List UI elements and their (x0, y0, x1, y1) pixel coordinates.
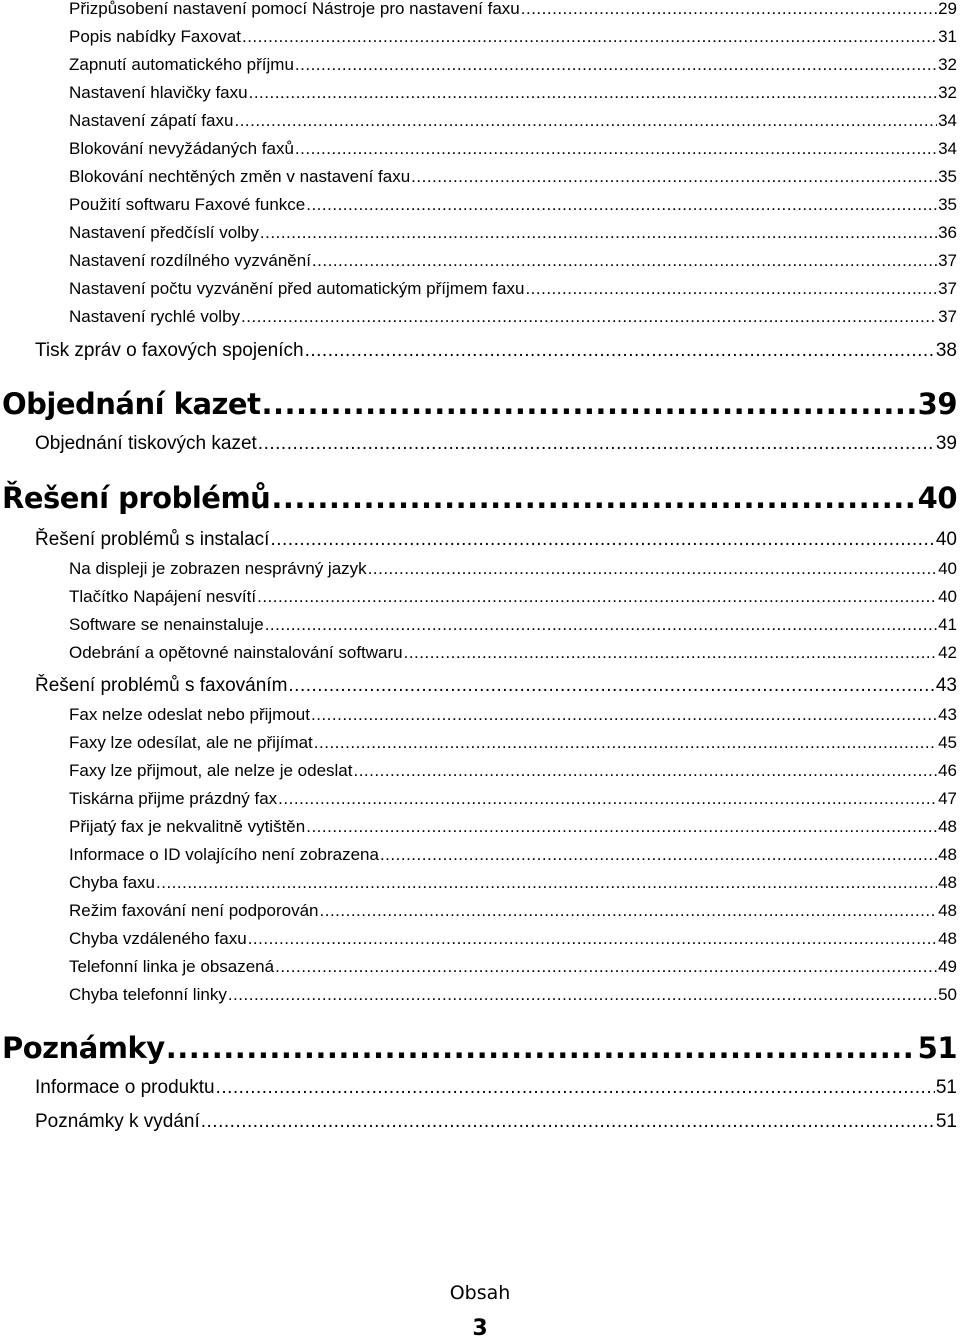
dot-leader (228, 986, 937, 1003)
toc-entry-title: Odebrání a opětovné nainstalování softwaru (69, 643, 403, 662)
dot-leader (305, 341, 935, 360)
toc-entry-page-number: 51 (935, 1111, 957, 1132)
dot-leader (241, 308, 937, 325)
dot-leader (270, 530, 934, 549)
toc-subsection[interactable] (69, 84, 957, 101)
dot-leader (278, 790, 937, 807)
dot-leader (411, 168, 937, 185)
toc-entry-page-number: 40 (938, 587, 957, 606)
toc-entry-page-number: 39 (917, 387, 957, 421)
toc-section[interactable] (35, 530, 957, 549)
toc-subsection[interactable] (69, 588, 957, 605)
toc-entry-title: Řešení problémů s instalací (35, 529, 270, 550)
dot-leader (404, 644, 937, 661)
toc-entry-page-number: 48 (938, 817, 957, 836)
toc-entry-page-number: 46 (938, 761, 957, 780)
dot-leader (271, 484, 916, 513)
toc-subsection[interactable] (69, 790, 957, 807)
toc-entry-page-number: 35 (938, 167, 957, 186)
toc-entry-page-number: 48 (938, 873, 957, 892)
toc-entry-title: Nastavení předčíslí volby (69, 223, 259, 242)
toc-entry-title: Poznámky (2, 1031, 165, 1065)
dot-leader (368, 560, 937, 577)
toc-entry-page-number: 40 (938, 559, 957, 578)
dot-leader (257, 588, 937, 605)
dot-leader (380, 846, 937, 863)
toc-entry-title: Nastavení rozdílného vyzvánění (69, 251, 311, 270)
toc-entry-page-number: 43 (938, 705, 957, 724)
dot-leader (320, 902, 938, 919)
dot-leader (353, 762, 937, 779)
toc-entry-title: Nastavení zápatí faxu (69, 111, 234, 130)
toc-entry-title: Nastavení počtu vyzvánění před automatickým příjmem faxu (69, 279, 525, 298)
toc-entry-page-number: 42 (938, 643, 957, 662)
toc-subsection[interactable] (69, 818, 957, 835)
toc-entry-title: Nastavení hlavičky faxu (69, 83, 248, 102)
toc-entry-title: Řešení problémů (2, 481, 271, 515)
toc-entry-title: Přijatý fax je nekvalitně vytištěn (69, 817, 306, 836)
dot-leader (249, 84, 937, 101)
footer-section-name: Obsah (449, 1282, 511, 1304)
toc-entry-title: Chyba telefonní linky (69, 985, 227, 1004)
toc-entry-page-number: 51 (917, 1031, 957, 1065)
toc-entry-title: Na displeji je zobrazen nesprávný jazyk (69, 559, 367, 578)
toc-entry-page-number: 45 (938, 733, 957, 752)
toc-subsection[interactable] (69, 930, 957, 947)
toc-entry-title: Chyba vzdáleného faxu (69, 929, 247, 948)
toc-entry-page-number: 40 (917, 481, 957, 515)
toc-entry-page-number: 34 (938, 111, 957, 130)
toc-subsection[interactable] (69, 762, 957, 779)
toc-entry-page-number: 40 (935, 529, 957, 550)
toc-entry-page-number: 41 (938, 615, 957, 634)
toc-subsection[interactable] (69, 874, 957, 891)
toc-entry-page-number: 37 (938, 279, 957, 298)
toc-entry-page-number: 49 (938, 957, 957, 976)
dot-leader (216, 1078, 935, 1097)
toc-entry-title: Chyba faxu (69, 873, 155, 892)
toc-entry-title: Zapnutí automatického příjmu (69, 55, 294, 74)
toc-section[interactable] (35, 1078, 957, 1097)
dot-leader (261, 390, 916, 419)
toc-subsection[interactable] (69, 986, 957, 1003)
toc-entry-title: Poznámky k vydání (35, 1111, 200, 1132)
toc-entry-title: Blokování nechtěných změn v nastavení faxu (69, 167, 411, 186)
toc-entry-title: Telefonní linka je obsazená (69, 957, 275, 976)
dot-leader (525, 280, 937, 297)
toc-entry-page-number: 32 (938, 83, 957, 102)
dot-leader (242, 28, 937, 45)
dot-leader (248, 930, 937, 947)
toc-subsection[interactable] (69, 902, 957, 919)
dot-leader (295, 56, 937, 73)
toc-section[interactable] (35, 1112, 957, 1131)
toc-chapter[interactable] (2, 481, 957, 515)
toc-entry-page-number: 36 (938, 223, 957, 242)
toc-entry-page-number: 39 (935, 433, 957, 454)
toc-entry-page-number: 48 (938, 929, 957, 948)
toc-subsection[interactable] (69, 616, 957, 633)
toc-entry-title: Použití softwaru Faxové funkce (69, 195, 306, 214)
toc-subsection[interactable] (69, 168, 957, 185)
toc-section[interactable] (35, 434, 957, 453)
toc-chapter[interactable] (2, 387, 957, 421)
toc-subsection[interactable] (69, 224, 957, 241)
toc-entry-title: Tlačítko Napájení nesvítí (69, 587, 257, 606)
dot-leader (201, 1112, 935, 1131)
toc-subsection[interactable] (69, 0, 957, 17)
toc-entry-title: Objednání tiskových kazet (35, 433, 257, 454)
dot-leader (312, 252, 937, 269)
toc-entry-page-number: 50 (938, 985, 957, 1004)
toc-subsection[interactable] (69, 734, 957, 751)
toc-section[interactable] (35, 341, 957, 360)
dot-leader (260, 224, 937, 241)
toc-subsection[interactable] (69, 846, 957, 863)
toc-entry-title: Software se nenainstaluje (69, 615, 264, 634)
toc-entry-title: Nastavení rychlé volby (69, 307, 241, 326)
toc-entry-title: Tiskárna přijme prázdný fax (69, 789, 278, 808)
toc-entry-page-number: 47 (938, 789, 957, 808)
toc-entry-page-number: 43 (935, 675, 957, 696)
dot-leader (288, 676, 934, 695)
toc-entry-title: Tisk zpráv o faxových spojeních (35, 340, 304, 361)
toc-subsection[interactable] (69, 252, 957, 269)
dot-leader (275, 958, 937, 975)
toc-entry-title: Popis nabídky Faxovat (69, 27, 241, 46)
dot-leader (521, 0, 937, 17)
toc-entry-page-number: 48 (938, 845, 957, 864)
toc-entry-title: Faxy lze odesílat, ale ne přijímat (69, 733, 313, 752)
toc-entry-title: Řešení problémů s faxováním (35, 675, 288, 696)
toc-subsection[interactable] (69, 28, 957, 45)
toc-entry-title: Informace o produktu (35, 1077, 215, 1098)
toc-entry-page-number: 37 (938, 251, 957, 270)
toc-subsection[interactable] (69, 706, 957, 723)
dot-leader (166, 1034, 917, 1063)
toc-entry-title: Blokování nevyžádaných faxů (69, 139, 294, 158)
toc-chapter[interactable] (2, 1031, 957, 1065)
toc-subsection[interactable] (69, 560, 957, 577)
toc-subsection[interactable] (69, 958, 957, 975)
toc-subsection[interactable] (69, 112, 957, 129)
toc-entry-page-number: 37 (938, 307, 957, 326)
dot-leader (295, 140, 937, 157)
toc-entry-title: Faxy lze přijmout, ale nelze je odeslat (69, 761, 353, 780)
dot-leader (265, 616, 937, 633)
toc-subsection[interactable] (69, 280, 957, 297)
toc-subsection[interactable] (69, 140, 957, 157)
toc-entry-title: Objednání kazet (2, 387, 261, 421)
toc-entry-title: Informace o ID volajícího není zobrazena (69, 845, 379, 864)
toc-entry-title: Režim faxování není podporován (69, 901, 319, 920)
dot-leader (311, 706, 937, 723)
toc-subsection[interactable] (69, 196, 957, 213)
toc-entry-page-number: 35 (938, 195, 957, 214)
toc-entry-title: Přizpůsobení nastavení pomocí Nástroje pro nastavení faxu (69, 0, 520, 18)
dot-leader (306, 196, 937, 213)
dot-leader (156, 874, 937, 891)
dot-leader (234, 112, 937, 129)
toc-entry-page-number: 51 (935, 1077, 957, 1098)
toc-entry-page-number: 34 (938, 139, 957, 158)
toc-entry-page-number: 38 (935, 340, 957, 361)
dot-leader (306, 818, 937, 835)
toc-entry-page-number: 48 (938, 901, 957, 920)
toc-subsection[interactable] (69, 644, 957, 661)
toc-subsection[interactable] (69, 56, 957, 73)
toc-section[interactable] (35, 676, 957, 695)
dot-leader (258, 434, 935, 453)
toc-entry-page-number: 32 (938, 55, 957, 74)
toc-entry-title: Fax nelze odeslat nebo přijmout (69, 705, 310, 724)
footer-page-number: 3 (472, 1316, 488, 1341)
toc-subsection[interactable] (69, 308, 957, 325)
dot-leader (314, 734, 937, 751)
toc-entry-page-number: 31 (938, 27, 957, 46)
toc-entry-page-number: 29 (938, 0, 957, 18)
